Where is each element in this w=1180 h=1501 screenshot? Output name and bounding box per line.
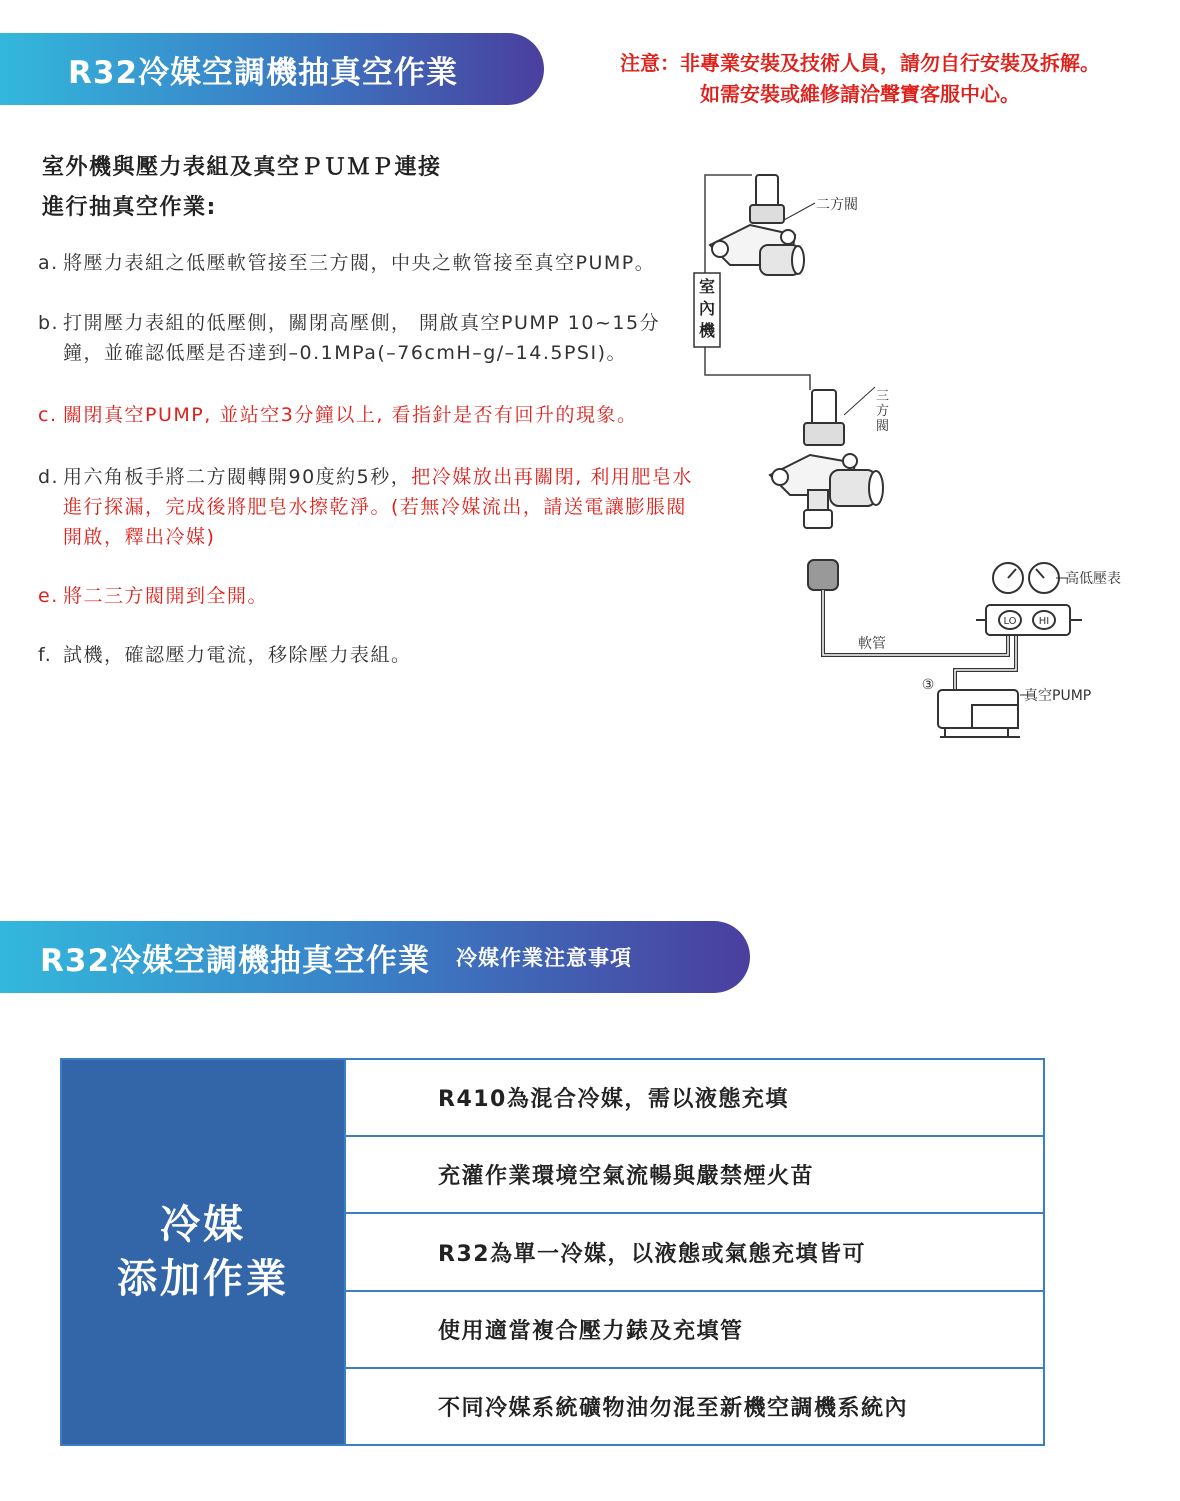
step-text: 試機，確認壓力電流，移除壓力表組。 xyxy=(63,644,412,666)
hose-label: 軟管 xyxy=(858,636,886,652)
section2-title: R32冷媒空調機抽真空作業 xyxy=(40,942,431,979)
section2-subtitle: 冷媒作業注意事項 xyxy=(456,946,633,970)
indoor-char-1: 室 xyxy=(698,277,716,296)
category-line-2: 添加作業 xyxy=(117,1256,289,1302)
step-d xyxy=(38,462,698,552)
two-way-leader xyxy=(784,203,815,220)
hose-fitting-icon xyxy=(808,560,1016,690)
step-text: 將壓力表組之低壓軟管接至三方閥，中央之軟管接至真空PUMP。 xyxy=(63,252,656,274)
refrigerant-notes-table xyxy=(60,1058,1045,1446)
step-key: b. xyxy=(38,312,60,334)
vacuum-pump-icon xyxy=(938,690,1020,737)
notice-line-2: 如需安裝或維修請洽聲寶客服中心。 xyxy=(700,82,1020,106)
intro-heading xyxy=(42,148,442,228)
notice-line-1: 注意：非專業安裝及技術人員，請勿自行安裝及拆解。 xyxy=(620,51,1100,75)
lo-label: LO xyxy=(1003,616,1017,627)
step-key: a. xyxy=(38,252,59,274)
step-text: 打開壓力表組的低壓側，關閉高壓側， 開啟真空PUMP 10~15分鐘，並確認低壓是否達到–0.1MPa(–76cmH–g/–14.5PSI)。 xyxy=(63,312,661,364)
indoor-char-2: 內 xyxy=(698,299,716,318)
table-category-cell xyxy=(62,1060,344,1444)
step-key: d. xyxy=(38,466,60,488)
procedure-steps xyxy=(38,248,698,670)
pump-label: 真空PUMP xyxy=(1024,688,1092,704)
three-way-leader xyxy=(844,387,875,415)
table-row: R410為混合冷媒，需以液態充填 xyxy=(346,1060,1043,1137)
step-f xyxy=(38,640,698,670)
table-row: 不同冷媒系統礦物油勿混至新機空調機系統內 xyxy=(438,1395,909,1421)
intro-line-2: 進行抽真空作業: xyxy=(42,195,217,220)
step-b xyxy=(38,308,698,368)
step-e xyxy=(38,581,698,611)
page-title: R32冷媒空調機抽真空作業 xyxy=(68,54,459,91)
step-text-black: 用六角板手將二方閥轉開90度約5秒， xyxy=(63,466,412,488)
step-text: 將二三方閥開到全開。 xyxy=(63,585,269,607)
step-c xyxy=(38,400,698,430)
step-key: e. xyxy=(38,585,59,607)
three-way-valve-icon xyxy=(770,390,883,528)
step-text: 關閉真空PUMP, 並站空3分鐘以上, 看指針是否有回升的現象。 xyxy=(63,404,638,426)
step-text xyxy=(63,462,698,552)
table-rows xyxy=(344,1060,1043,1444)
vacuum-connection-diagram xyxy=(690,165,1150,750)
indoor-char-3: 機 xyxy=(698,321,716,340)
circle3-label: ③ xyxy=(921,677,935,693)
table-row: R32為單一冷媒，以液態或氣態充填皆可 xyxy=(346,1214,1043,1291)
table-row: 使用適當複合壓力錶及充填管 xyxy=(346,1292,1043,1369)
step-text-red: 把冷媒放出再關閉, 利用肥皂水進行探漏，完成後將肥皂水擦乾淨。(若無冷媒流出，請送電讓膨脹閥開啟，釋出冷媒) xyxy=(63,466,693,548)
safety-notice xyxy=(540,48,1180,110)
hi-label: HI xyxy=(1038,616,1050,627)
step-a xyxy=(38,248,698,278)
three-way-char-1: 三 xyxy=(876,389,890,404)
header-banner xyxy=(0,33,544,105)
two-way-label: 二方閥 xyxy=(816,197,858,213)
category-line-1: 冷媒 xyxy=(160,1202,246,1248)
table-row: 充灌作業環境空氣流暢與嚴禁煙火苗 xyxy=(346,1137,1043,1214)
three-way-char-2: 方 xyxy=(876,404,890,419)
gauge-label: 高低壓表 xyxy=(1065,571,1121,587)
three-way-char-3: 閥 xyxy=(876,419,890,434)
step-key: c. xyxy=(38,404,58,426)
two-way-valve-icon xyxy=(710,175,804,275)
step-key: f. xyxy=(38,644,53,666)
section2-banner xyxy=(0,921,750,993)
intro-line-1: 室外機與壓力表組及真空ＰＵＭＰ連接 xyxy=(42,155,442,180)
